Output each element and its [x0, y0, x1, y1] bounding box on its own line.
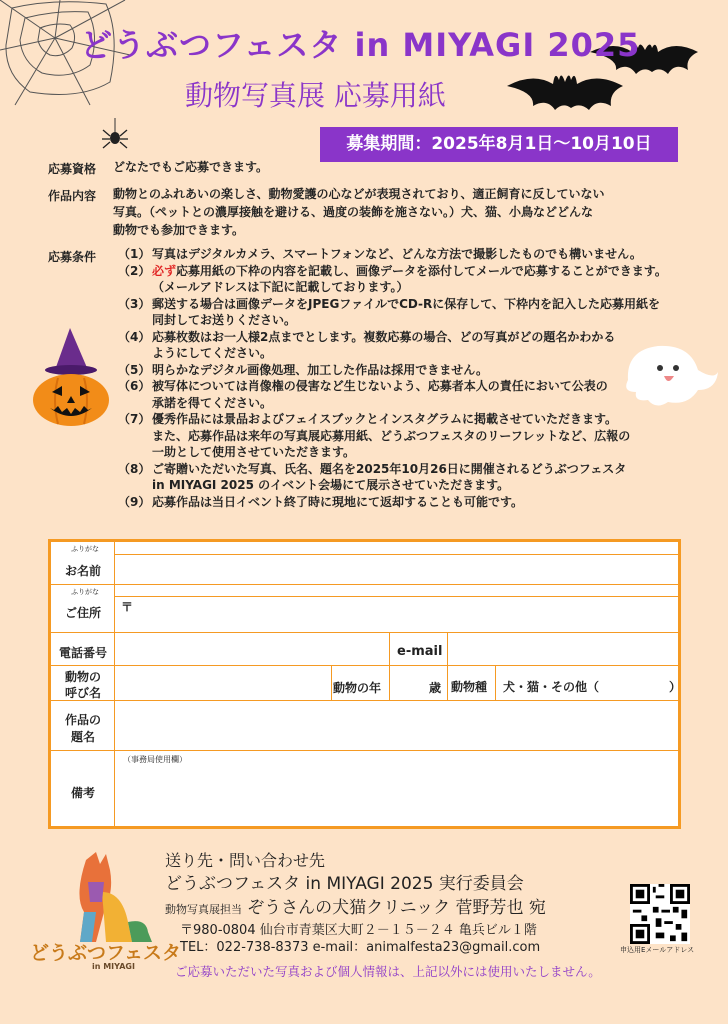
work-title-label-2: 題名	[71, 730, 96, 744]
species-close: ）	[669, 680, 682, 694]
jack-o-lantern-icon	[30, 328, 112, 428]
must-emphasis: 必ず	[152, 263, 177, 278]
condition-item: （1） 写真はデジタルカメラ、スマートフォンなど、どんな方法で撮影したものでも構いません。	[118, 247, 642, 261]
page-subtitle: 動物写真展 応募用紙	[185, 79, 446, 112]
name-label: お名前	[65, 564, 102, 578]
bat-icon	[505, 70, 625, 130]
phone-field[interactable]	[117, 634, 387, 664]
qr-caption: 申込用Eメールアドレス	[620, 946, 695, 954]
condition-item: （7） 優秀作品には景品およびフェイスブックとインスタグラムに掲載させていただきます。	[118, 412, 618, 426]
eligibility-label: 応募資格	[48, 162, 97, 176]
dog-cat-logo-icon	[66, 852, 156, 944]
pet-age-field[interactable]	[391, 667, 427, 698]
pet-name-label-2: 呼び名	[65, 686, 102, 700]
condition-item: （3） 郵送する場合は画像データをJPEGファイルでCD-Rに保存して、下枠内を記入した応募用紙を	[118, 296, 661, 311]
conditions-list: （1） 写真はデジタルカメラ、スマートフォンなど、どんな方法で撮影したものでも構いません。 （2） 必ず応募用紙の下枠の内容を記載し、画像データを添付してメールで応募することができます。 （メールアドレスは下記に記載しております。） （3） 郵送する場合は画像データをJPEGファイルでCD-Rに保存して、下枠内を記入した応募用紙を 同封してお送りください。 （4） 応募枚数はお一人様2点までとします。複数応募の場合、どの写真がどの題名かわかる ようにしてください。 （5） 明らかなデジタル画像処理、加工した作品は採用できません。 （6） 被写体については肖像権の侵害など生じないよう、応募者本人の責任において公表の 承諾を得てください。 （7） 優秀作品には景品およびフェイスブックとインスタグラムに掲載させていただきます。 また、応募作品は来年の写真展応募用紙、どうぶつフェスタのリーフレットなど、広報の 一助として使用させていただきます。 （8） ご寄贈いただいた写真、氏名、題名を2025年10月26日に開催されるどうぶつフェスタ in MIYAGI 2025 のイベント会場にて展示させていただきます。 （9） 応募作品は当日イベント終了時に現地にて返却することも可能です。	[118, 247, 667, 509]
pet-name-label-1: 動物の	[65, 670, 102, 684]
privacy-notice: ご応募いただいた写真および個人情報は、上記以外には使用いたしません。	[175, 964, 601, 979]
role-label: 動物写真展担当	[165, 903, 242, 916]
conditions-label: 応募条件	[48, 250, 97, 264]
spider-icon	[100, 118, 130, 152]
tel-email: TEL：022-738-8373 e-mail：animalfesta23@gmail.com	[180, 940, 541, 955]
email-field[interactable]	[449, 634, 674, 664]
eligibility-text: どなたでもご応募できます。	[113, 160, 269, 174]
clinic-name: ぞうさんの犬猫クリニック 菅野芳也 宛	[247, 898, 546, 918]
phone-label: 電話番号	[59, 646, 108, 660]
content-label: 作品内容	[48, 189, 97, 203]
recipient-line	[165, 893, 546, 918]
species-options[interactable]: 犬・猫・その他（	[503, 680, 600, 694]
email-label: e-mail	[397, 644, 443, 659]
pet-age-label: 動物の年	[333, 681, 382, 695]
content-line: 動物とのふれあいの楽しさ、動物愛護の心などが表現されており、適正飼育に反していない	[113, 187, 605, 201]
condition-item: （4） 応募枚数はお一人様2点までとします。複数応募の場合、どの写真がどの題名かわかる	[118, 329, 616, 344]
work-title-field[interactable]	[117, 702, 677, 748]
content-text	[113, 185, 673, 239]
address-label: ご住所	[65, 606, 102, 620]
address-field[interactable]	[133, 598, 673, 628]
species-label: 動物種	[451, 680, 488, 694]
condition-item: （2） 必ず応募用紙の下枠の内容を記載し、画像データを添付してメールで応募することができます。	[118, 263, 667, 278]
condition-item: （6） 被写体については肖像権の侵害など生じないよう、応募者本人の責任において公表の	[118, 379, 608, 393]
content-line: 動物でも参加できます。	[113, 223, 245, 237]
condition-item: （9） 応募作品は当日イベント終了時に現地にて返却することも可能です。	[118, 494, 524, 509]
postal-mark: 〒	[121, 600, 134, 614]
logo-subtext: in MIYAGI	[92, 962, 135, 971]
age-unit: 歳	[429, 681, 442, 695]
contact-heading: 送り先・問い合わせ先	[165, 851, 326, 870]
remarks-label: 備考	[71, 786, 96, 800]
content-line: 写真。（ペットとの濃厚接触を避ける、過度の装飾を施さない。）犬、猫、小鳥などどんな	[113, 205, 594, 219]
furigana-label: ふりがな	[71, 545, 99, 553]
pet-name-field[interactable]	[117, 667, 327, 698]
qr-code-icon[interactable]	[630, 884, 690, 944]
application-form	[48, 539, 681, 829]
logo-text: どうぶつフェスタ	[30, 942, 182, 964]
committee-name: どうぶつフェスタ in MIYAGI 2025 実行委員会	[165, 874, 524, 894]
office-use-label: （事務局使用欄）	[123, 755, 187, 764]
page-title: どうぶつフェスタ in MIYAGI 2025	[80, 26, 641, 64]
application-period-banner: 募集期間：2025年8月1日～10月10日	[320, 127, 678, 162]
postal-address: 〒980-0804 仙台市青葉区大町２－１５－２４ 亀兵ビル１階	[180, 923, 537, 938]
work-title-label-1: 作品の	[65, 713, 102, 727]
condition-item: （5） 明らかなデジタル画像処理、加工した作品は採用できません。	[118, 362, 489, 377]
furigana-label: ふりがな	[71, 588, 99, 596]
name-field[interactable]	[117, 556, 677, 582]
condition-item: （8） ご寄贈いただいた写真、氏名、題名を2025年10月26日に開催されるどうぶつフェスタ	[118, 461, 627, 476]
